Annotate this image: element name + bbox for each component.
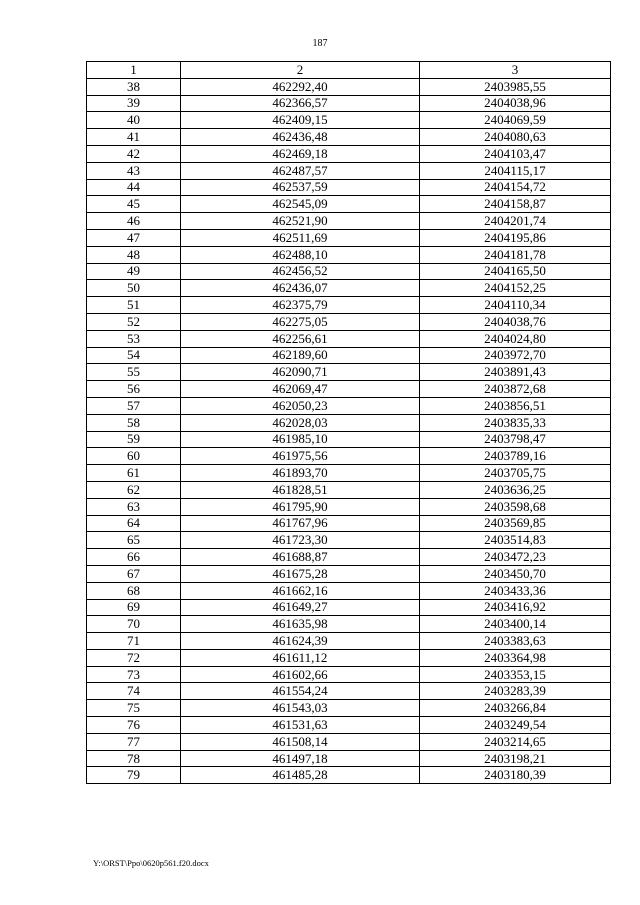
table-row bbox=[87, 683, 611, 700]
cell-y-coordinate: 2403798,47 bbox=[420, 431, 611, 448]
cell-x-coordinate: 462256,61 bbox=[181, 330, 420, 347]
cell-point-number: 54 bbox=[87, 347, 181, 364]
cell-point-number: 57 bbox=[87, 397, 181, 414]
cell-y-coordinate: 2403891,43 bbox=[420, 364, 611, 381]
table-row bbox=[87, 616, 611, 633]
table-row bbox=[87, 414, 611, 431]
table-row bbox=[87, 313, 611, 330]
table-row bbox=[87, 162, 611, 179]
cell-point-number: 51 bbox=[87, 297, 181, 314]
cell-x-coordinate: 462537,59 bbox=[181, 179, 420, 196]
cell-x-coordinate: 461602,66 bbox=[181, 666, 420, 683]
cell-y-coordinate: 2403789,16 bbox=[420, 448, 611, 465]
table-row bbox=[87, 733, 611, 750]
cell-x-coordinate: 461649,27 bbox=[181, 599, 420, 616]
cell-x-coordinate: 461554,24 bbox=[181, 683, 420, 700]
table-row bbox=[87, 145, 611, 162]
cell-x-coordinate: 462292,40 bbox=[181, 78, 420, 95]
table-row bbox=[87, 196, 611, 213]
cell-x-coordinate: 462456,52 bbox=[181, 263, 420, 280]
cell-x-coordinate: 461485,28 bbox=[181, 767, 420, 784]
cell-point-number: 52 bbox=[87, 313, 181, 330]
cell-y-coordinate: 2403856,51 bbox=[420, 397, 611, 414]
cell-x-coordinate: 462521,90 bbox=[181, 213, 420, 230]
cell-y-coordinate: 2403400,14 bbox=[420, 616, 611, 633]
table-row bbox=[87, 666, 611, 683]
table-row bbox=[87, 498, 611, 515]
table-row bbox=[87, 515, 611, 532]
cell-point-number: 73 bbox=[87, 666, 181, 683]
cell-point-number: 79 bbox=[87, 767, 181, 784]
cell-point-number: 47 bbox=[87, 229, 181, 246]
cell-point-number: 64 bbox=[87, 515, 181, 532]
table-row bbox=[87, 750, 611, 767]
cell-point-number: 49 bbox=[87, 263, 181, 280]
cell-y-coordinate: 2403598,68 bbox=[420, 498, 611, 515]
cell-x-coordinate: 461611,12 bbox=[181, 649, 420, 666]
table-row bbox=[87, 95, 611, 112]
coordinates-table-header bbox=[87, 62, 611, 79]
cell-y-coordinate: 2403353,15 bbox=[420, 666, 611, 683]
table-row bbox=[87, 767, 611, 784]
page-number: 187 bbox=[312, 38, 328, 49]
cell-y-coordinate: 2403214,65 bbox=[420, 733, 611, 750]
cell-point-number: 77 bbox=[87, 733, 181, 750]
cell-y-coordinate: 2403472,23 bbox=[420, 549, 611, 566]
cell-y-coordinate: 2403872,68 bbox=[420, 381, 611, 398]
cell-point-number: 70 bbox=[87, 616, 181, 633]
table-row bbox=[87, 481, 611, 498]
header-cell-x-coordinate: 2 bbox=[181, 62, 420, 79]
cell-y-coordinate: 2404181,78 bbox=[420, 246, 611, 263]
table-row bbox=[87, 397, 611, 414]
header-cell-y-coordinate: 3 bbox=[420, 62, 611, 79]
table-row bbox=[87, 717, 611, 734]
cell-x-coordinate: 461531,63 bbox=[181, 717, 420, 734]
coordinates-table-body bbox=[87, 78, 611, 783]
table-row bbox=[87, 246, 611, 263]
cell-x-coordinate: 462090,71 bbox=[181, 364, 420, 381]
cell-point-number: 61 bbox=[87, 465, 181, 482]
cell-x-coordinate: 462375,79 bbox=[181, 297, 420, 314]
cell-y-coordinate: 2404110,34 bbox=[420, 297, 611, 314]
cell-y-coordinate: 2404201,74 bbox=[420, 213, 611, 230]
table-row bbox=[87, 700, 611, 717]
table-row bbox=[87, 599, 611, 616]
cell-x-coordinate: 462488,10 bbox=[181, 246, 420, 263]
cell-point-number: 46 bbox=[87, 213, 181, 230]
cell-y-coordinate: 2403450,70 bbox=[420, 565, 611, 582]
table-row bbox=[87, 229, 611, 246]
cell-y-coordinate: 2403249,54 bbox=[420, 717, 611, 734]
cell-point-number: 72 bbox=[87, 649, 181, 666]
cell-point-number: 58 bbox=[87, 414, 181, 431]
cell-x-coordinate: 462436,07 bbox=[181, 280, 420, 297]
cell-y-coordinate: 2403283,39 bbox=[420, 683, 611, 700]
cell-y-coordinate: 2403636,25 bbox=[420, 481, 611, 498]
cell-y-coordinate: 2403416,92 bbox=[420, 599, 611, 616]
cell-x-coordinate: 461893,70 bbox=[181, 465, 420, 482]
table-row bbox=[87, 129, 611, 146]
cell-y-coordinate: 2404080,63 bbox=[420, 129, 611, 146]
cell-point-number: 45 bbox=[87, 196, 181, 213]
cell-point-number: 63 bbox=[87, 498, 181, 515]
cell-point-number: 40 bbox=[87, 112, 181, 129]
cell-x-coordinate: 461795,90 bbox=[181, 498, 420, 515]
cell-point-number: 74 bbox=[87, 683, 181, 700]
cell-x-coordinate: 462275,05 bbox=[181, 313, 420, 330]
cell-x-coordinate: 461508,14 bbox=[181, 733, 420, 750]
table-row bbox=[87, 431, 611, 448]
cell-y-coordinate: 2403198,21 bbox=[420, 750, 611, 767]
table-row bbox=[87, 330, 611, 347]
table-row bbox=[87, 179, 611, 196]
table-row bbox=[87, 549, 611, 566]
cell-x-coordinate: 462028,03 bbox=[181, 414, 420, 431]
cell-x-coordinate: 462436,48 bbox=[181, 129, 420, 146]
table-row bbox=[87, 465, 611, 482]
cell-point-number: 50 bbox=[87, 280, 181, 297]
cell-y-coordinate: 2403972,70 bbox=[420, 347, 611, 364]
cell-point-number: 48 bbox=[87, 246, 181, 263]
table-row bbox=[87, 633, 611, 650]
cell-y-coordinate: 2404158,87 bbox=[420, 196, 611, 213]
header-cell-point-number: 1 bbox=[87, 62, 181, 79]
footer-file-path: Y:\ORST\Ppo\0620p561.f20.docx bbox=[93, 858, 209, 868]
cell-point-number: 41 bbox=[87, 129, 181, 146]
table-row bbox=[87, 582, 611, 599]
cell-y-coordinate: 2403705,75 bbox=[420, 465, 611, 482]
table-row bbox=[87, 213, 611, 230]
table-row bbox=[87, 364, 611, 381]
cell-y-coordinate: 2403514,83 bbox=[420, 532, 611, 549]
table-row bbox=[87, 112, 611, 129]
cell-point-number: 53 bbox=[87, 330, 181, 347]
cell-point-number: 42 bbox=[87, 145, 181, 162]
cell-y-coordinate: 2403985,55 bbox=[420, 78, 611, 95]
cell-x-coordinate: 462469,18 bbox=[181, 145, 420, 162]
cell-y-coordinate: 2403835,33 bbox=[420, 414, 611, 431]
table-row bbox=[87, 565, 611, 582]
cell-point-number: 39 bbox=[87, 95, 181, 112]
cell-y-coordinate: 2404154,72 bbox=[420, 179, 611, 196]
cell-x-coordinate: 461635,98 bbox=[181, 616, 420, 633]
cell-x-coordinate: 462511,69 bbox=[181, 229, 420, 246]
cell-x-coordinate: 462545,09 bbox=[181, 196, 420, 213]
cell-y-coordinate: 2403364,98 bbox=[420, 649, 611, 666]
cell-x-coordinate: 461497,18 bbox=[181, 750, 420, 767]
table-row bbox=[87, 78, 611, 95]
cell-point-number: 71 bbox=[87, 633, 181, 650]
table-row bbox=[87, 347, 611, 364]
cell-y-coordinate: 2403266,84 bbox=[420, 700, 611, 717]
cell-x-coordinate: 461828,51 bbox=[181, 481, 420, 498]
cell-y-coordinate: 2403383,63 bbox=[420, 633, 611, 650]
header-row bbox=[87, 62, 611, 79]
cell-x-coordinate: 461624,39 bbox=[181, 633, 420, 650]
cell-point-number: 55 bbox=[87, 364, 181, 381]
cell-x-coordinate: 461767,96 bbox=[181, 515, 420, 532]
cell-y-coordinate: 2404165,50 bbox=[420, 263, 611, 280]
cell-y-coordinate: 2404038,76 bbox=[420, 313, 611, 330]
cell-x-coordinate: 461975,56 bbox=[181, 448, 420, 465]
table-row bbox=[87, 448, 611, 465]
cell-y-coordinate: 2403180,39 bbox=[420, 767, 611, 784]
table-row bbox=[87, 297, 611, 314]
cell-point-number: 56 bbox=[87, 381, 181, 398]
cell-x-coordinate: 462409,15 bbox=[181, 112, 420, 129]
cell-point-number: 38 bbox=[87, 78, 181, 95]
cell-y-coordinate: 2403433,36 bbox=[420, 582, 611, 599]
cell-point-number: 75 bbox=[87, 700, 181, 717]
cell-y-coordinate: 2404115,17 bbox=[420, 162, 611, 179]
cell-x-coordinate: 462069,47 bbox=[181, 381, 420, 398]
cell-point-number: 60 bbox=[87, 448, 181, 465]
cell-y-coordinate: 2404195,86 bbox=[420, 229, 611, 246]
cell-x-coordinate: 461688,87 bbox=[181, 549, 420, 566]
cell-x-coordinate: 461543,03 bbox=[181, 700, 420, 717]
cell-point-number: 69 bbox=[87, 599, 181, 616]
cell-point-number: 44 bbox=[87, 179, 181, 196]
cell-y-coordinate: 2404103,47 bbox=[420, 145, 611, 162]
cell-point-number: 67 bbox=[87, 565, 181, 582]
cell-point-number: 43 bbox=[87, 162, 181, 179]
cell-y-coordinate: 2403569,85 bbox=[420, 515, 611, 532]
cell-x-coordinate: 462487,57 bbox=[181, 162, 420, 179]
cell-point-number: 62 bbox=[87, 481, 181, 498]
coordinates-table bbox=[86, 61, 611, 784]
cell-point-number: 78 bbox=[87, 750, 181, 767]
cell-y-coordinate: 2404152,25 bbox=[420, 280, 611, 297]
cell-x-coordinate: 461723,30 bbox=[181, 532, 420, 549]
cell-point-number: 65 bbox=[87, 532, 181, 549]
cell-y-coordinate: 2404024,80 bbox=[420, 330, 611, 347]
cell-x-coordinate: 461985,10 bbox=[181, 431, 420, 448]
cell-x-coordinate: 462366,57 bbox=[181, 95, 420, 112]
table-row bbox=[87, 263, 611, 280]
cell-y-coordinate: 2404038,96 bbox=[420, 95, 611, 112]
table-row bbox=[87, 649, 611, 666]
cell-point-number: 59 bbox=[87, 431, 181, 448]
table-row bbox=[87, 280, 611, 297]
cell-point-number: 76 bbox=[87, 717, 181, 734]
cell-x-coordinate: 461662,16 bbox=[181, 582, 420, 599]
cell-x-coordinate: 462050,23 bbox=[181, 397, 420, 414]
table-row bbox=[87, 381, 611, 398]
cell-point-number: 66 bbox=[87, 549, 181, 566]
cell-y-coordinate: 2404069,59 bbox=[420, 112, 611, 129]
table-row bbox=[87, 532, 611, 549]
cell-x-coordinate: 461675,28 bbox=[181, 565, 420, 582]
cell-point-number: 68 bbox=[87, 582, 181, 599]
cell-x-coordinate: 462189,60 bbox=[181, 347, 420, 364]
